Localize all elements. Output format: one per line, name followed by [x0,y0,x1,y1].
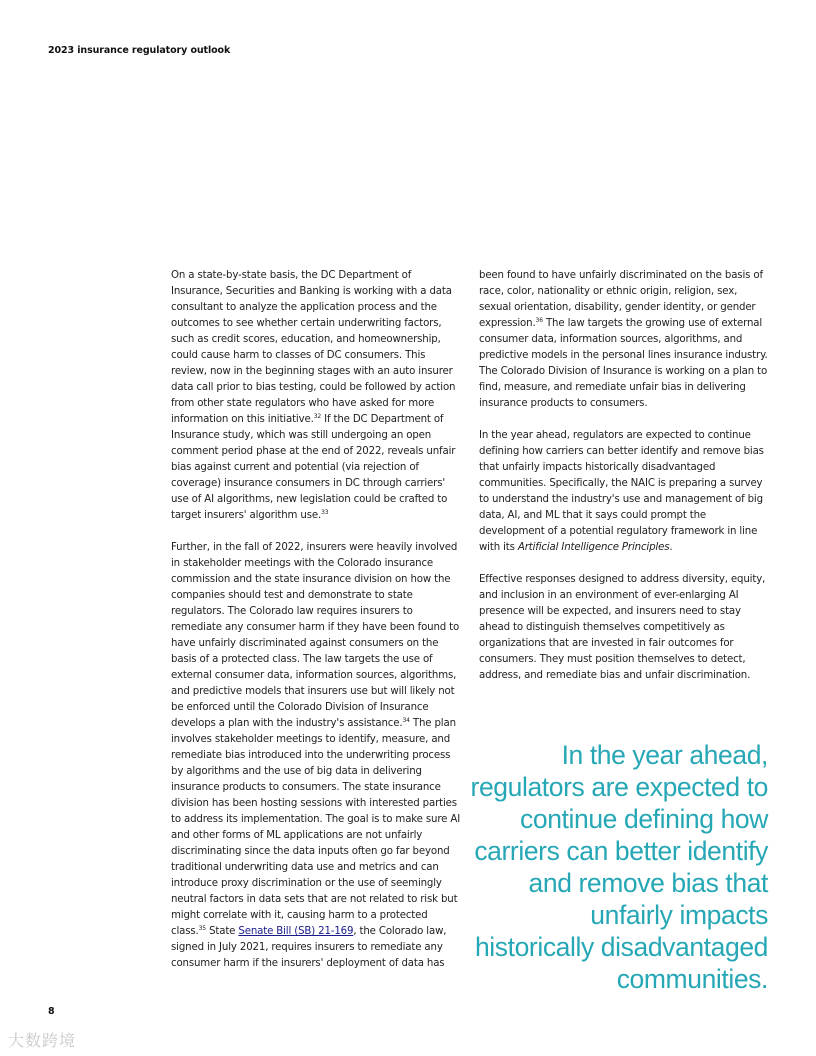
footnote-ref[interactable]: 34 [402,717,410,724]
footnote-ref[interactable]: 36 [535,317,543,324]
footnote-ref[interactable]: 35 [198,925,206,932]
paragraph-year-ahead: In the year ahead, regulators are expected to continue defining how carriers can better identify and remove bias that unfairly impacts historically disadvantaged communities. Specifically, the NAIC is preparing a survey to understand the industry's use and management of big data, AI, and ML that it says could prompt the development of a potential regulatory framework in line with its Artificial Intelligence Principles. [479,430,764,553]
watermark-logo: 大数跨境 [8,1031,77,1050]
paragraph-dc-department: On a state-by-state basis, the DC Department of Insurance, Securities and Banking is working with a data consultant to analyze the application process and the outcomes to see whether certain underwriting factors, such as credit scores, education, and homeownership, could cause harm to classes of DC consumers. This review, now in the beginning stages with an auto insurer data call prior to bias testing, could be followed by action from other state regulators who have asked for more information on this initiative.$^{32}$ If the DC Department of Insurance study, which was still undergoing an open comment period phase at the end of 2022, reveals unfair bias against current and potential (via rejection of coverage) insurance consumers in DC through carriers' use of AI algorithms, new legislation could be crafted to target insurers' algorithm use.$^{33}$ [171,270,456,521]
paragraph-discrimination-basis: been found to have unfairly discriminated on the basis of race, color, nationality or ethnic origin, religion, sex, sexual orientation, disability, gender identity, or gender expression.$^{36}$ The law targets the growing use of external consumer data, information sources, algorithms, and predictive models in the personal lines insurance industry. The Colorado Division of Insurance is working on a plan to find, measure, and remediate unfair bias in delivering insurance products to consumers. [479,270,768,409]
senate-bill-link[interactable]: Senate Bill (SB) 21-169 [238,926,354,937]
left-text-column [171,268,463,988]
ai-principles-title: Artificial Intelligence Principles [517,542,670,553]
report-header-title: 2023 insurance regulatory outlook [48,45,231,56]
page-number: 8 [48,1006,55,1017]
footnote-ref[interactable]: 32 [313,413,322,420]
footnote-ref[interactable]: 33 [321,509,329,516]
paragraph-colorado: Further, in the fall of 2022, insurers were heavily involved in stakeholder meetings with the Colorado insurance commission and the state insurance division on how the companies should test and demonstrate to state regulators. The Colorado law requires insurers to remediate any consumer harm if they have been found to have unfairly discriminated against consumers on the basis of a protected class. The law targets the use of external consumer data, information sources, algorithms, and predictive models that insurers use but will likely not be enforced until the Colorado Division of Insurance develops a plan with the industry's assistance.$^{34}$ The plan involves stakeholder meetings to identify, measure, and remediate bias introduced into the underwriting process by algorithms and the use of big data in delivering insurance products to consumers. The state insurance division has been hosting sessions with interested parties to address its implementation. The goal is to make sure AI and other forms of ML applications are not unfairly discriminating since the data inputs often go far beyond traditional underwriting data use and metrics and can introduce proxy discrimination or the use of seemingly neutral factors in data sets that are not related to risk but might correlate with it, causing harm to a protected class.$^{35}$ State Senate Bill (SB) 21-169, the Colorado law, signed in July 2021, requires insurers to remediate any consumer harm if the insurers' deployment of data has [171,542,461,969]
pull-quote: In the year ahead, regulators are expected to continue defining how carriers can better identify and remove bias that unfairly impacts historically disadvantaged communities. [470,740,768,994]
paragraph-effective-responses: Effective responses designed to address diversity, equity, and inclusion in an environment of ever-enlarging AI presence will be expected, and insurers need to stay ahead to distinguish themselves competitively as organizations that are invested in fair outcomes for consumers. They must position themselves to detect, address, and remediate bias and unfair discrimination. [479,574,766,681]
right-text-column [479,268,771,700]
